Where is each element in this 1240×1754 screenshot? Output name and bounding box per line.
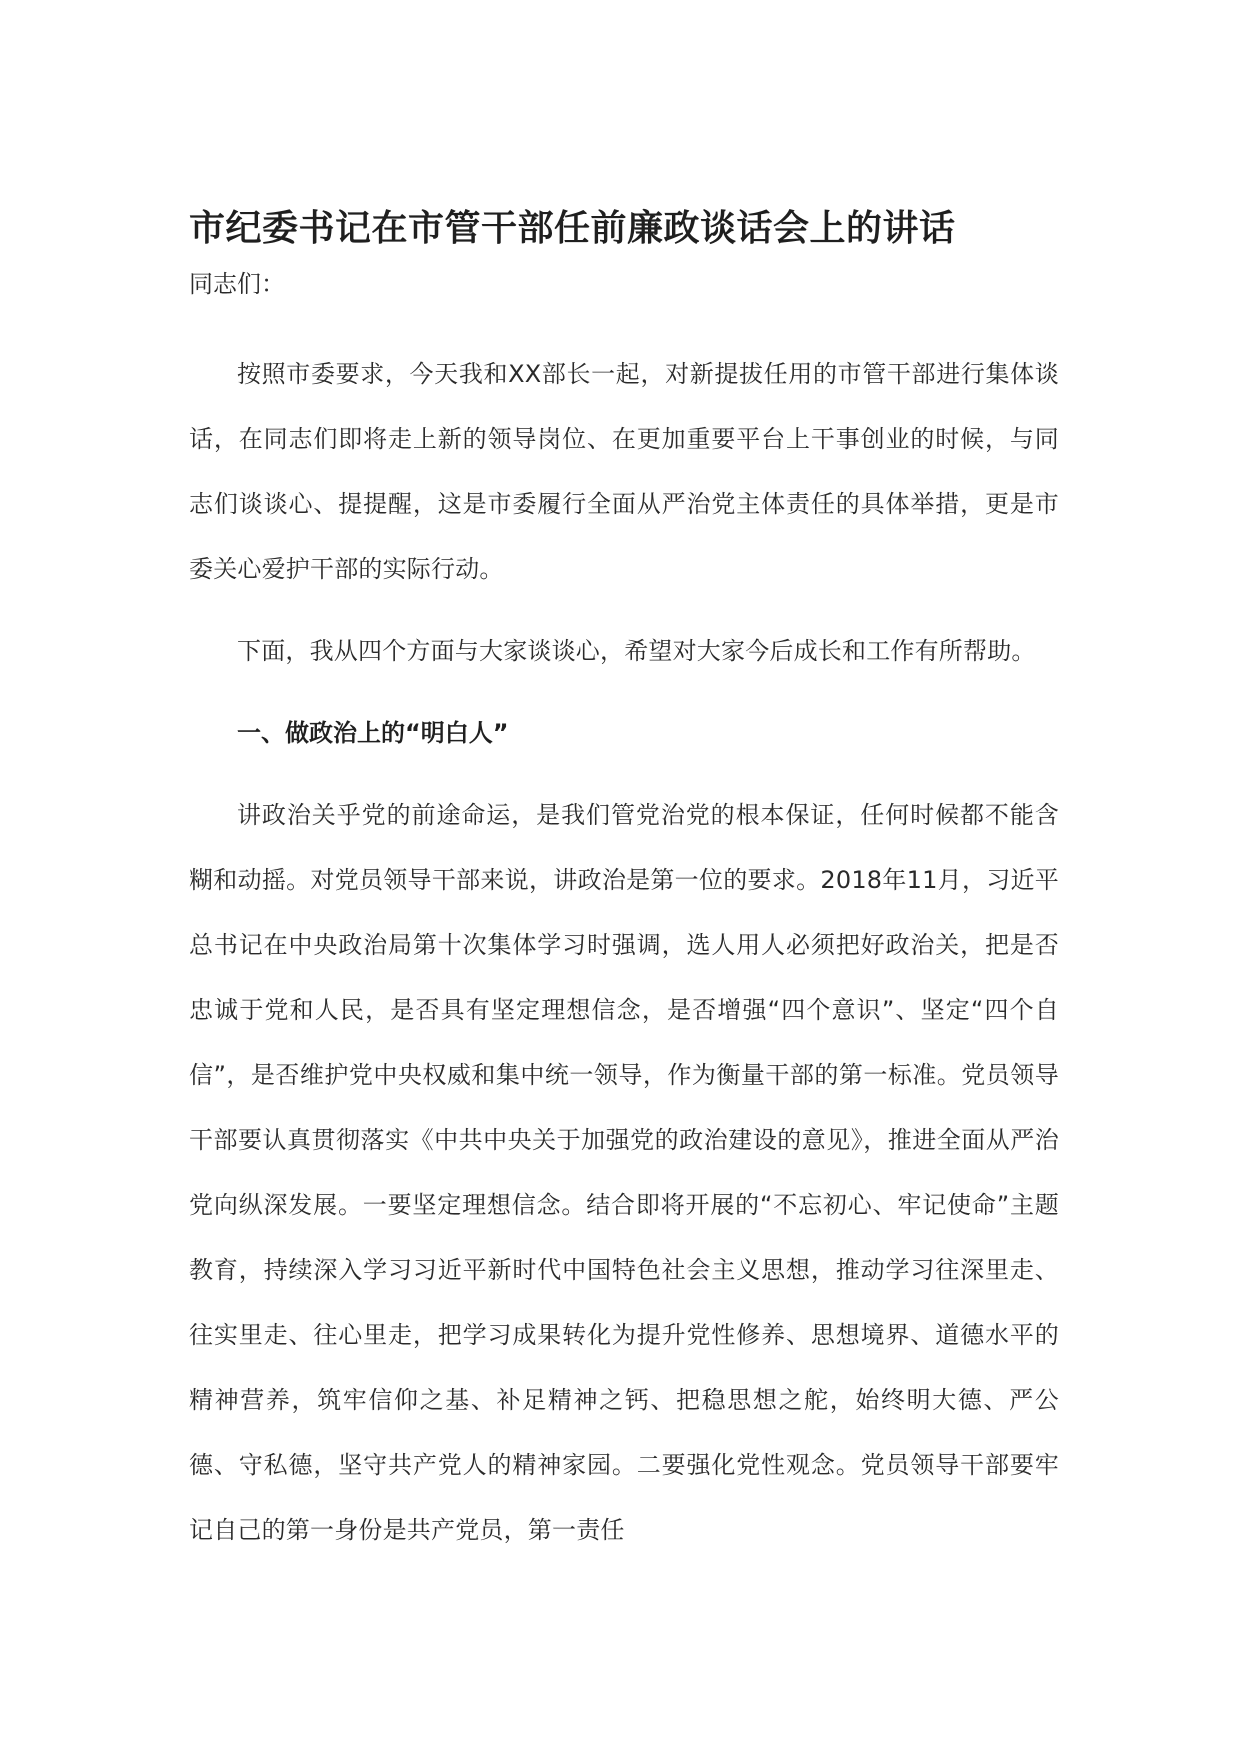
salutation: 同志们： bbox=[189, 270, 285, 298]
document-title: 市纪委书记在市管干部任前廉政谈话会上的讲话 bbox=[189, 208, 956, 249]
section-heading-1: 一、做政治上的“明白人” bbox=[237, 719, 509, 747]
paragraph-intro: 按照市委要求，今天我和XX部长一起，对新提拔任用的市管干部进行集体谈话，在同志们即将走上新的领导岗位、在更加重要平台上干事创业的时候，与同志们谈谈心、提提醒，这是市委履行全面从严治党主体责任的具体举措，更是市委关心爱护干部的实际行动。 bbox=[189, 360, 1059, 583]
document-body bbox=[189, 198, 1059, 1580]
paragraph-section-1: 讲政治关乎党的前途命运，是我们管党治党的根本保证，任何时候都不能含糊和动摇。对党员领导干部来说，讲政治是第一位的要求。2018年11月，习近平总书记在中央政治局第十次集体学习时强调，选人用人必须把好政治关，把是否忠诚于党和人民，是否具有坚定理想信念，是否增强“四个意识”、坚定“四个自信”，是否维护党中央权威和集中统一领导，作为衡量干部的第一标准。党员领导干部要认真贯彻落实《中共中央关于加强党的政治建设的意见》，推进全面从严治党向纵深发展。一要坚定理想信念。结合即将开展的“不忘初心、牢记使命”主题教育，持续深入学习习近平新时代中国特色社会主义思想，推动学习往深里走、往实里走、往心里走，把学习成果转化为提升党性修养、思想境界、道德水平的精神营养，筑牢信仰之基、补足精神之钙、把稳思想之舵，始终明大德、严公德、守私德，坚守共产党人的精神家园。二要强化党性观念。党员领导干部要牢记自己的第一身份是共产党员，第一责任 bbox=[189, 801, 1059, 1544]
paragraph-overview: 下面，我从四个方面与大家谈谈心，希望对大家今后成长和工作有所帮助。 bbox=[237, 637, 1036, 665]
